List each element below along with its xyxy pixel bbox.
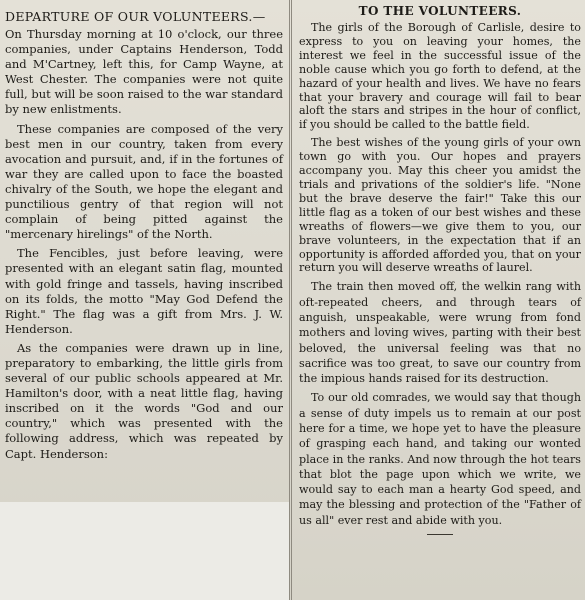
right-paragraph-4: To our old comrades, we would say that though a sense of duty impels us to remain at our post here for a time, we hope yet to have the pleasure of grasping each hand, and taking our wonted place in the ranks. And now through the hot tears that blot the page upon which we write, we would say to each man a hearty God speed, and may the blessing and protection of the "Father of us all" ever rest and abide with you. <box>299 391 581 527</box>
right-paragraph-3: The train then moved off, the welkin rang with oft-repeated cheers, and through tears of anguish, unspeakable, were wrung from fond mothers and loving wives, parting with their best beloved, the universal feeling was that no sacrifice was too great, to save our country from the impious hands raised for its destruction. <box>299 280 581 386</box>
left-paragraph-3: The Fencibles, just before leaving, were presented with an elegant satin flag, mounted with gold fringe and tassels, having inscribed on its folds, the motto "May God Defend the Right." The flag was a gift from Mrs. J. W. Henderson. <box>5 246 283 336</box>
left-paragraph-4: As the companies were drawn up in line, preparatory to embarking, the little girls from several of our public schools appeared at Mr. Hamilton's door, with a neat little flag, having inscribed on it the words "God and our country," which was presented with the following address, which was repeated by Capt. Henderson: <box>5 340 283 461</box>
left-column <box>0 0 290 600</box>
right-paragraph-1: The girls of the Borough of Carlisle, desire to express to you on leaving your homes, the interest we feel in the successful issue of the noble cause which you go forth to defend, at the hazard of your health and lives. We have no fears that your bravery and courage will fail to bear aloft the stars and stripes in the hour of conflict, if you should be called to the battle field. <box>299 21 581 132</box>
left-paragraph-2: These companies are composed of the very best men in our country, taken from every avocation and pursuit, and, if in the fortunes of war they are called upon to face the boasted chivalry of the South, we hope the elegant and punctilious gentry of that region will not complain of being pitted against the "mercenary hirelings" of the North. <box>5 121 283 242</box>
right-headline: TO THE VOLUNTEERS. <box>358 4 522 18</box>
right-paragraph-2: The best wishes of the young girls of your own town go with you. Our hopes and prayers accompany you. May this cheer you amidst the trials and privations of the soldier's life. "None but the brave deserve the fair!" Take this our little flag as a token of our best wishes and these wreaths of flowers—we give them to you, our brave volunteers, in the expectation that if an opportunity is afforded afforded you, that on your return you will deserve wreaths of laurel. <box>299 136 581 275</box>
right-column <box>291 0 585 600</box>
blank-paper-area <box>0 502 289 600</box>
left-paragraph-1: On Thursday morning at 10 o'clock, our three companies, under Captains Henderson, Todd and M'Cartney, left this, for Camp Wayne, at West Chester. The companies were not quite full, but will be soon raised to the war standard by new enlistments. <box>5 27 283 117</box>
end-rule-divider <box>427 534 453 535</box>
left-headline: DEPARTURE OF OUR VOLUNTEERS.— <box>5 9 266 24</box>
